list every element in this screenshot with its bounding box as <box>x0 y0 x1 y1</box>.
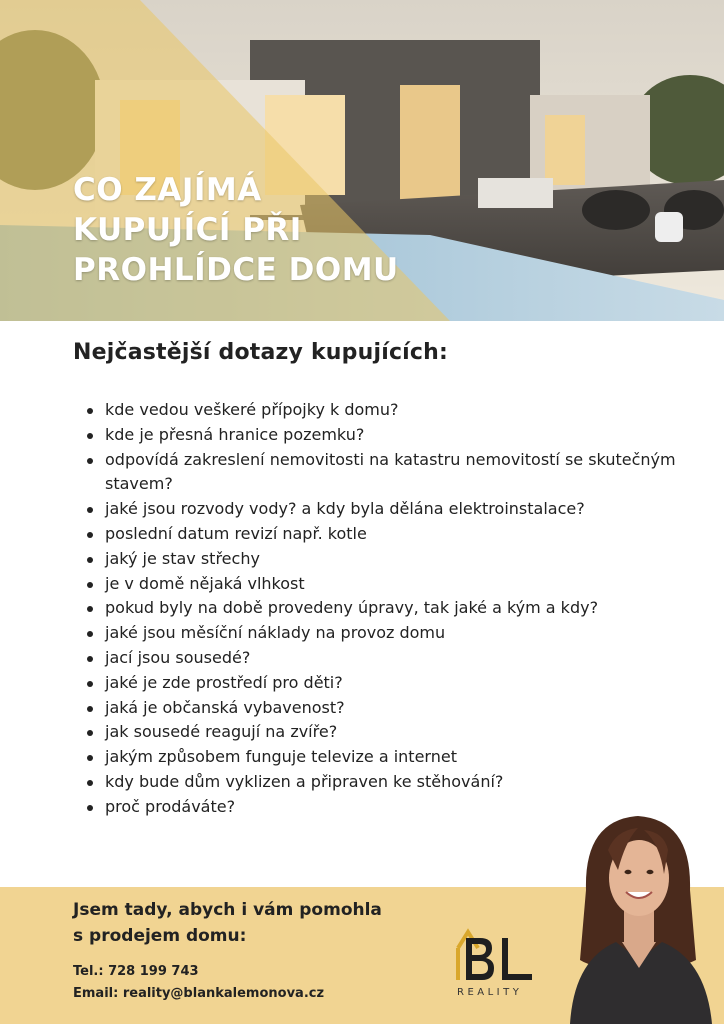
list-item: jak sousedé reagují na zvíře? <box>87 720 687 745</box>
list-item: kde je přesná hranice pozemku? <box>87 423 687 448</box>
hero-title <box>73 170 493 290</box>
logo-subtitle: REALITY <box>457 987 523 998</box>
agent-photo <box>556 810 724 1024</box>
list-item: jaký je stav střechy <box>87 547 687 572</box>
hero-title-line: KUPUJÍCÍ PŘI <box>73 212 302 248</box>
list-item: jaké jsou měsíční náklady na provoz domu <box>87 621 687 646</box>
hero-title-line: PROHLÍDCE DOMU <box>73 252 399 288</box>
list-item: jaká je občanská vybavenost? <box>87 696 687 721</box>
list-item: jakým způsobem funguje televize a internet <box>87 745 687 770</box>
hero-banner <box>0 0 724 321</box>
list-item: jací jsou sousedé? <box>87 646 687 671</box>
footer-tagline <box>73 897 433 949</box>
tagline-line: Jsem tady, abych i vám pomohla <box>73 900 382 920</box>
list-item: proč prodáváte? <box>87 795 687 820</box>
list-item: kde vedou veškeré přípojky k domu? <box>87 398 687 423</box>
email-address[interactable]: Email: reality@blankalemonova.cz <box>73 986 325 1001</box>
list-item: poslední datum revizí např. kotle <box>87 522 687 547</box>
tagline-line: s prodejem domu: <box>73 926 247 946</box>
agent-portrait <box>556 810 724 1024</box>
hero-title-line: CO ZAJÍMÁ <box>73 172 262 208</box>
list-item: pokud byly na době provedeny úpravy, tak jaké a kým a kdy? <box>87 596 687 621</box>
faq-heading: Nejčastější dotazy kupujících: <box>73 340 449 365</box>
contact-info <box>73 961 324 1005</box>
list-item: je v domě nějaká vlhkost <box>87 572 687 597</box>
list-item: odpovídá zakreslení nemovitosti na katastru nemovitostí se skutečným stavem? <box>87 448 687 498</box>
logo-mark-icon <box>452 918 542 988</box>
list-item: kdy bude dům vyklizen a připraven ke stěhování? <box>87 770 687 795</box>
phone-number[interactable]: Tel.: 728 199 743 <box>73 964 199 979</box>
list-item: jaké jsou rozvody vody? a kdy byla dělána elektroinstalace? <box>87 497 687 522</box>
list-item: jaké je zde prostředí pro děti? <box>87 671 687 696</box>
faq-list <box>87 398 687 820</box>
